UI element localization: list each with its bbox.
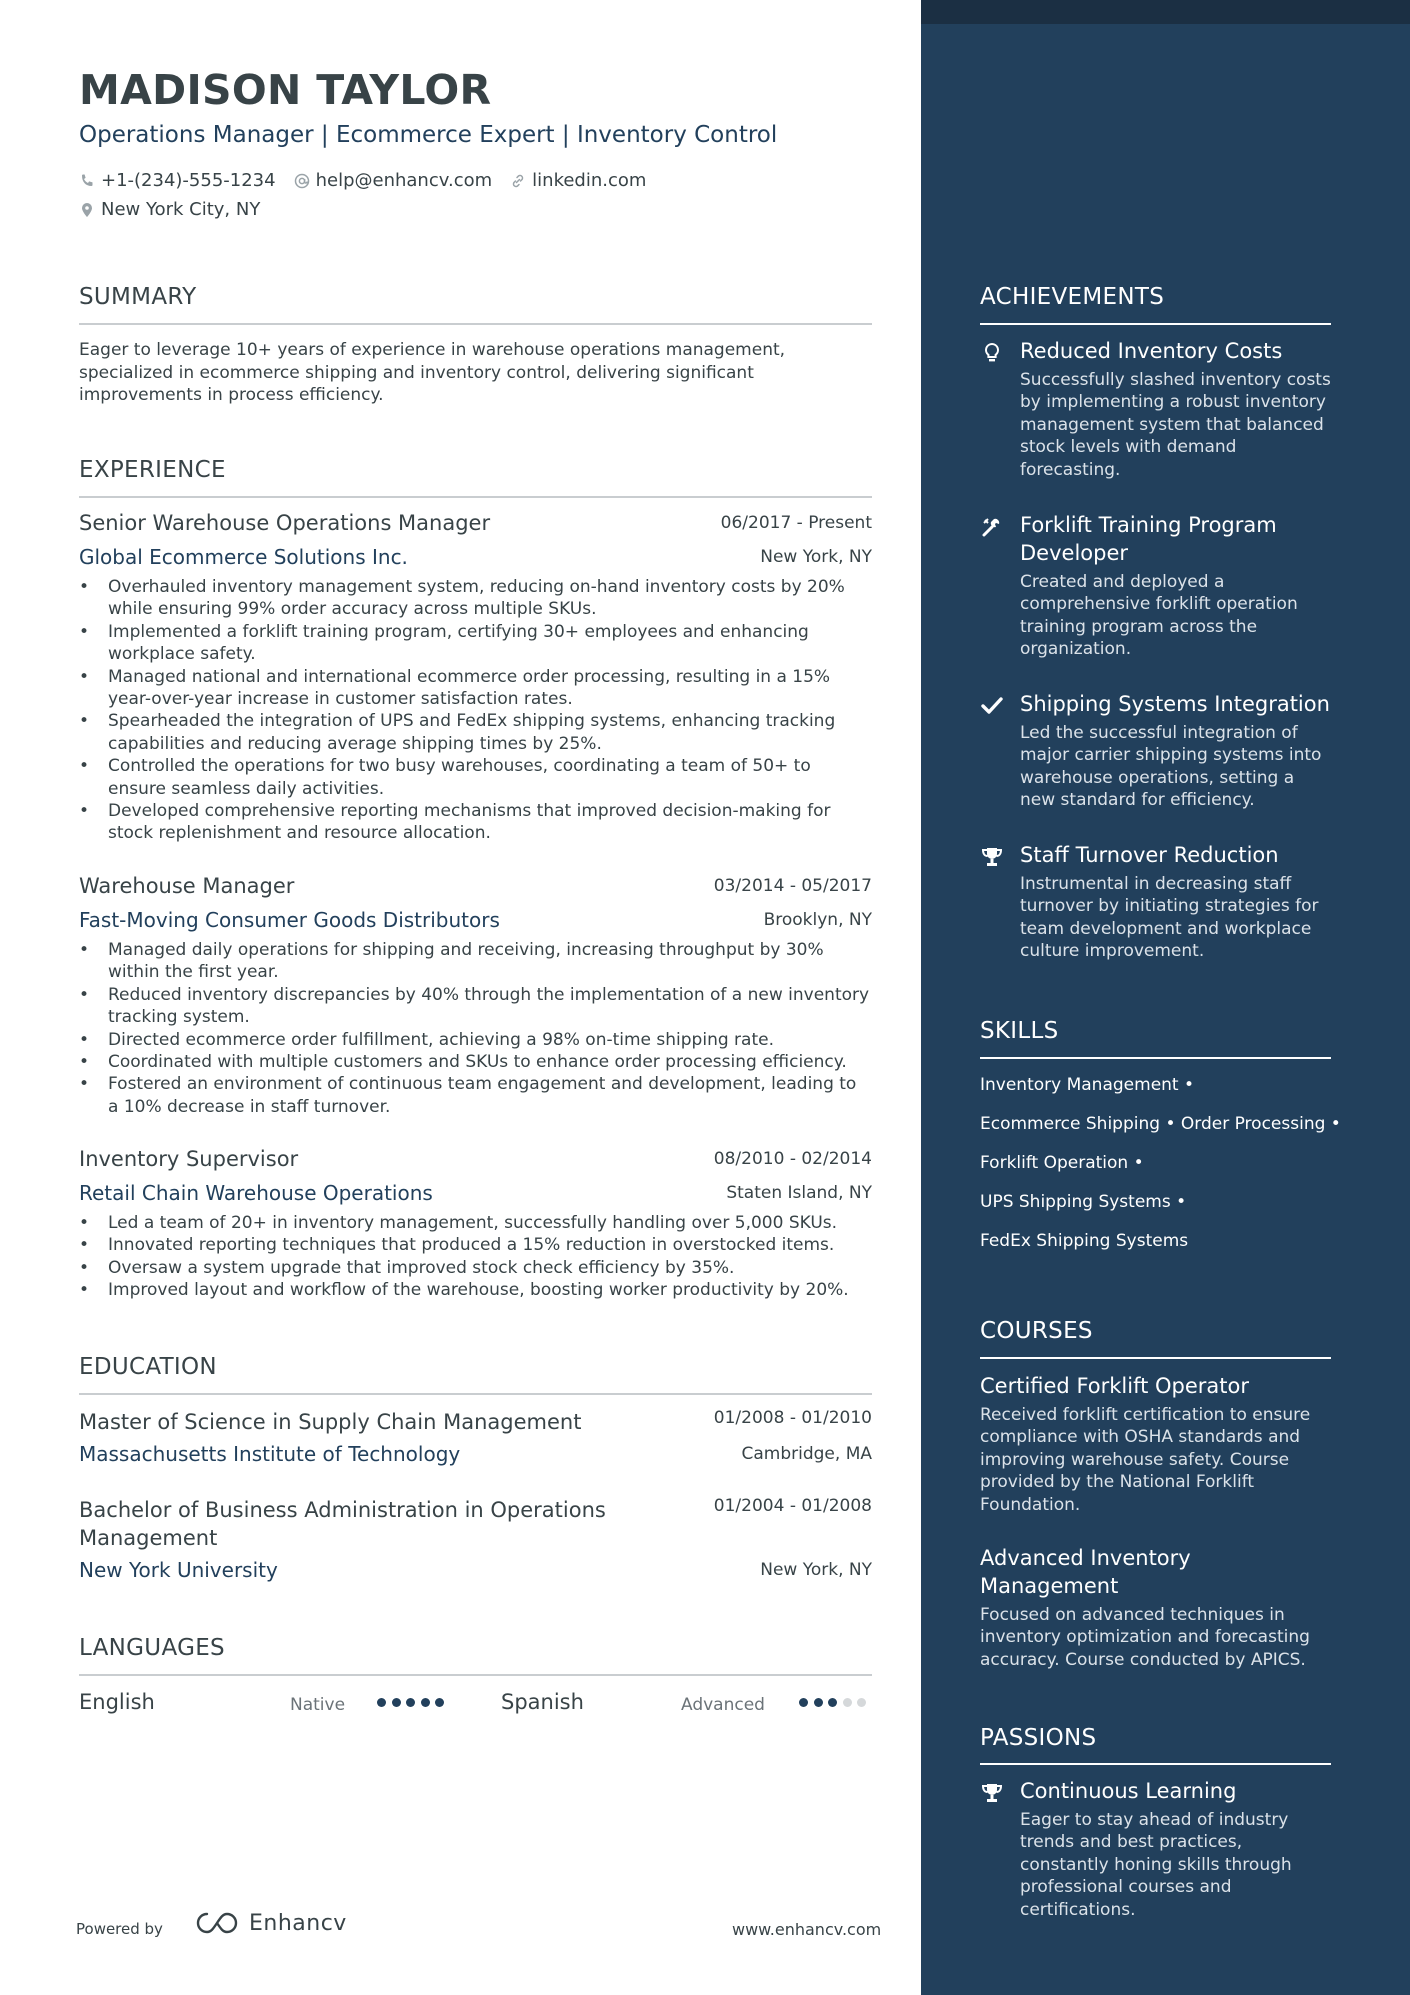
bullet-item: • Developed comprehensive reporting mechanisms that improved decision-making for stock replenishment and resource allocation. [79, 800, 872, 845]
courses-title: COURSES [980, 1318, 1093, 1344]
job-title: Senior Warehouse Operations Manager [79, 511, 491, 535]
brand-logo[interactable] [195, 1910, 347, 1936]
language-level: Native [290, 1695, 346, 1715]
job-entry [79, 874, 872, 1118]
rating-dot-filled [406, 1698, 415, 1707]
bullet-item: • Fostered an environment of continuous team engagement and development, leading to a 10% decrease in staff turnover. [79, 1073, 872, 1118]
achievement-title: Shipping Systems Integration [1020, 692, 1330, 716]
rating-dot-filled [814, 1698, 823, 1707]
education-title: EDUCATION [79, 1354, 217, 1380]
achievement-title: Reduced Inventory Costs [1020, 339, 1283, 363]
education-location: New York, NY [760, 1560, 872, 1580]
contact-row [79, 170, 664, 191]
passion-item [980, 1777, 1331, 1921]
job-company: Fast-Moving Consumer Goods Distributors [79, 908, 500, 932]
languages-title: LANGUAGES [79, 1635, 225, 1661]
achievements-divider [980, 323, 1331, 325]
rating-dot-filled [392, 1698, 401, 1707]
achievement-title: Staff Turnover Reduction [1020, 843, 1279, 867]
bullet-item: • Implemented a forklift training program, certifying 30+ employees and enhancing workplace safety. [79, 621, 872, 666]
brand-name: Enhancv [249, 1910, 347, 1936]
skills-divider [980, 1057, 1331, 1059]
bullet-item: • Coordinated with multiple customers and SKUs to enhance order processing efficiency. [79, 1051, 872, 1073]
skills-title: SKILLS [980, 1018, 1059, 1044]
enhancv-logo-icon [195, 1910, 241, 1936]
job-dates: 06/2017 - Present [720, 513, 872, 533]
courses-divider [980, 1357, 1331, 1359]
bullet-item: • Improved layout and workflow of the warehouse, boosting worker productivity by 20%. [79, 1279, 872, 1301]
achievement-desc: Led the successful integration of major carrier shipping systems into warehouse operations, setting a new standard for efficiency. [1020, 723, 1322, 811]
footer-website[interactable]: www.enhancv.com [732, 1920, 882, 1939]
course-item [980, 1372, 1331, 1516]
language-rating [799, 1698, 872, 1707]
summary-title: SUMMARY [79, 284, 197, 310]
job-dates: 08/2010 - 02/2014 [713, 1149, 872, 1169]
achievements-title: ACHIEVEMENTS [980, 284, 1165, 310]
rating-dot-empty [843, 1698, 852, 1707]
experience-title: EXPERIENCE [79, 457, 226, 483]
job-bullets [79, 939, 872, 1118]
job-company: Retail Chain Warehouse Operations [79, 1181, 433, 1205]
skill-row: Inventory Management • [980, 1075, 1195, 1095]
trophy-icon [981, 846, 1003, 868]
course-desc: Received forklift certification to ensure compliance with OSHA standards and improving warehouse safety. Course provided by the National Forklift Foundation. [980, 1405, 1311, 1515]
achievement-desc: Successfully slashed inventory costs by implementing a robust inventory management system that balanced stock levels with demand forecasting. [1020, 370, 1331, 480]
job-bullets [79, 1212, 872, 1302]
education-degree: Master of Science in Supply Chain Management [79, 1410, 582, 1434]
skill-row: Ecommerce Shipping • Order Processing • [980, 1114, 1341, 1134]
tools-icon [981, 516, 1003, 538]
language-name: Spanish [501, 1690, 584, 1714]
bullet-item: • Controlled the operations for two busy warehouses, coordinating a team of 50+ to ensure seamless daily activities. [79, 755, 872, 800]
education-divider [79, 1393, 872, 1395]
language-name: English [79, 1690, 155, 1714]
job-company: Global Ecommerce Solutions Inc. [79, 545, 408, 569]
bullet-item: • Managed daily operations for shipping and receiving, increasing throughput by 30% within the first year. [79, 939, 872, 984]
course-desc: Focused on advanced techniques in inventory optimization and forecasting accuracy. Course conducted by APICS. [980, 1605, 1310, 1670]
bullet-item: • Spearheaded the integration of UPS and FedEx shipping systems, enhancing tracking capabilities and reducing average shipping times by 25%. [79, 710, 872, 755]
education-school: Massachusetts Institute of Technology [79, 1442, 461, 1466]
achievement-item [980, 841, 1331, 963]
checkmark-icon [981, 696, 1003, 716]
language-level: Advanced [681, 1695, 765, 1715]
achievement-title: Forklift Training Program Developer [1020, 513, 1277, 565]
bullet-item: • Reduced inventory discrepancies by 40% through the implementation of a new inventory tracking system. [79, 984, 872, 1029]
passion-title: Continuous Learning [1020, 1779, 1237, 1803]
job-dates: 03/2014 - 05/2017 [713, 876, 872, 896]
job-title: Inventory Supervisor [79, 1147, 299, 1171]
powered-by-label: Powered by [76, 1920, 163, 1938]
email-text: help@enhancv.com [315, 170, 493, 191]
rating-dot-filled [377, 1698, 386, 1707]
bullet-item: • Innovated reporting techniques that produced a 15% reduction in overstocked items. [79, 1234, 872, 1256]
education-dates: 01/2004 - 01/2008 [713, 1496, 872, 1516]
achievement-item [980, 511, 1331, 661]
summary-text: Eager to leverage 10+ years of experience in warehouse operations management, specialized in ecommerce shipping and inventory control, delivering significant improvements in process efficiency. [79, 340, 786, 405]
rating-dot-filled [799, 1698, 808, 1707]
education-degree: Bachelor of Business Administration in Operations Management [79, 1498, 606, 1550]
summary-divider [79, 323, 872, 325]
link-icon [510, 173, 526, 189]
job-location: New York, NY [760, 547, 872, 567]
bullet-item: • Directed ecommerce order fulfillment, achieving a 98% on-time shipping rate. [79, 1029, 872, 1051]
contact-linkedin[interactable] [510, 170, 646, 191]
education-entry [79, 1408, 872, 1472]
job-location: Staten Island, NY [726, 1183, 872, 1203]
phone-icon [79, 173, 95, 189]
lightbulb-icon [982, 342, 1002, 364]
skill-row: FedEx Shipping Systems [980, 1231, 1189, 1251]
job-entry [79, 511, 872, 845]
course-title: Certified Forklift Operator [980, 1374, 1250, 1398]
education-dates: 01/2008 - 01/2010 [713, 1408, 872, 1428]
linkedin-text: linkedin.com [532, 170, 647, 191]
rating-dot-filled [828, 1698, 837, 1707]
language-rating [377, 1698, 450, 1707]
achievement-desc: Instrumental in decreasing staff turnover by initiating strategies for team development and workplace culture improvement. [1020, 874, 1319, 962]
achievement-item [980, 337, 1331, 481]
course-item [980, 1544, 1331, 1671]
job-bullets [79, 576, 872, 845]
skill-row: Forklift Operation • [980, 1153, 1144, 1173]
contact-email[interactable] [294, 170, 493, 191]
trophy-icon [981, 1782, 1003, 1804]
candidate-name: MADISON TAYLOR [79, 66, 492, 114]
location-text: New York City, NY [101, 199, 261, 220]
bullet-item: • Overhauled inventory management system, reducing on-hand inventory costs by 20% while ensuring 99% order accuracy across multiple SKUs. [79, 576, 872, 621]
bullet-item: • Oversaw a system upgrade that improved stock check efficiency by 35%. [79, 1257, 872, 1279]
rating-dot-empty [857, 1698, 866, 1707]
bullet-item: • Led a team of 20+ in inventory management, successfully handling over 5,000 SKUs. [79, 1212, 872, 1234]
job-title: Warehouse Manager [79, 874, 295, 898]
contact-location [79, 199, 278, 220]
sidebar-top-strip [921, 0, 1410, 24]
achievement-item [980, 690, 1331, 812]
achievement-desc: Created and deployed a comprehensive forklift operation training program across the organization. [1020, 572, 1298, 660]
languages-divider [79, 1674, 872, 1676]
job-location: Brooklyn, NY [763, 910, 872, 930]
education-location: Cambridge, MA [741, 1444, 872, 1464]
location-pin-icon [79, 202, 95, 218]
at-icon [294, 173, 310, 189]
job-entry [79, 1147, 872, 1302]
rating-dot-filled [421, 1698, 430, 1707]
contact-phone[interactable] [79, 170, 276, 191]
course-title: Advanced Inventory Management [980, 1546, 1191, 1598]
phone-text: +1-(234)-555-1234 [101, 170, 276, 191]
passions-divider [980, 1763, 1331, 1765]
education-entry [79, 1496, 872, 1588]
passion-desc: Eager to stay ahead of industry trends and best practices, constantly honing skills through professional courses and certifications. [1020, 1810, 1292, 1920]
candidate-headline: Operations Manager | Ecommerce Expert | Inventory Control [79, 122, 778, 148]
education-school: New York University [79, 1558, 278, 1582]
skill-row: UPS Shipping Systems • [980, 1192, 1187, 1212]
experience-divider [79, 496, 872, 498]
rating-dot-filled [435, 1698, 444, 1707]
passions-title: PASSIONS [980, 1725, 1097, 1751]
bullet-item: • Managed national and international ecommerce order processing, resulting in a 15% year-over-year increase in customer satisfaction rates. [79, 666, 872, 711]
